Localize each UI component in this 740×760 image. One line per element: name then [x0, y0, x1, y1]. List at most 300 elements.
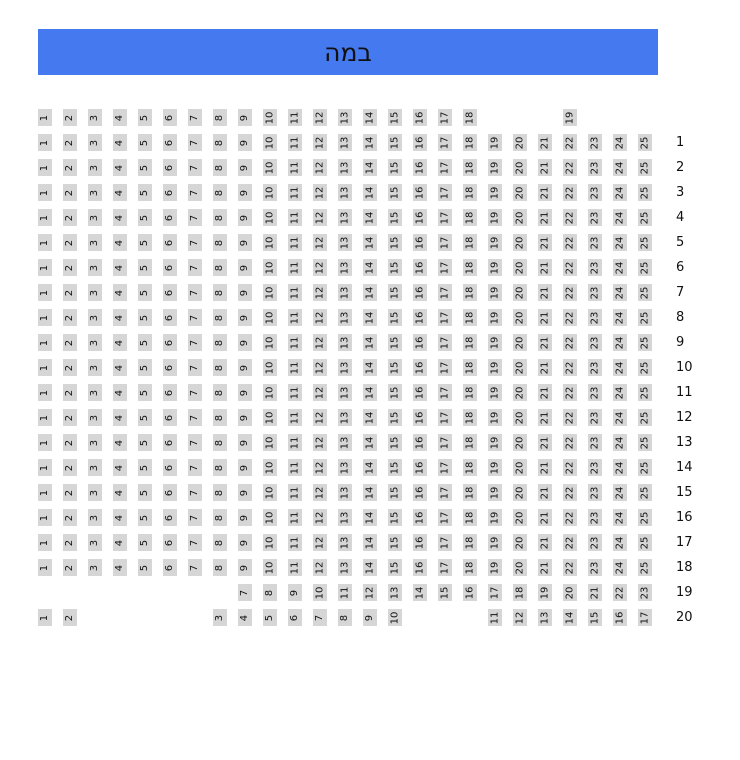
seat[interactable] — [313, 109, 327, 126]
seat[interactable] — [313, 359, 327, 376]
seat[interactable] — [113, 459, 127, 476]
seat[interactable] — [313, 184, 327, 201]
seat[interactable] — [363, 234, 377, 251]
seat[interactable] — [238, 284, 252, 301]
seat[interactable] — [413, 409, 427, 426]
seat[interactable] — [263, 509, 277, 526]
seat[interactable] — [138, 134, 152, 151]
seat[interactable] — [338, 509, 352, 526]
seat[interactable] — [488, 209, 502, 226]
seat[interactable] — [563, 159, 577, 176]
seat[interactable] — [338, 334, 352, 351]
seat[interactable] — [238, 384, 252, 401]
seat[interactable] — [138, 159, 152, 176]
seat[interactable] — [263, 234, 277, 251]
seat[interactable] — [288, 334, 302, 351]
seat[interactable] — [588, 459, 602, 476]
seat[interactable] — [613, 309, 627, 326]
seat[interactable] — [288, 484, 302, 501]
seat[interactable] — [438, 284, 452, 301]
seat[interactable] — [213, 484, 227, 501]
seat[interactable] — [163, 384, 177, 401]
seat[interactable] — [363, 134, 377, 151]
seat[interactable] — [413, 584, 427, 601]
seat[interactable] — [463, 534, 477, 551]
seat[interactable] — [438, 509, 452, 526]
seat[interactable] — [63, 184, 77, 201]
seat[interactable] — [538, 184, 552, 201]
seat[interactable] — [288, 459, 302, 476]
seat[interactable] — [463, 409, 477, 426]
seat[interactable] — [138, 259, 152, 276]
seat[interactable] — [513, 484, 527, 501]
seat[interactable] — [563, 134, 577, 151]
seat[interactable] — [88, 359, 102, 376]
seat[interactable] — [638, 309, 652, 326]
seat[interactable] — [338, 184, 352, 201]
seat[interactable] — [613, 259, 627, 276]
seat[interactable] — [188, 234, 202, 251]
seat[interactable] — [488, 559, 502, 576]
seat[interactable] — [513, 609, 527, 626]
seat[interactable] — [388, 409, 402, 426]
seat[interactable] — [613, 184, 627, 201]
seat[interactable] — [263, 484, 277, 501]
seat[interactable] — [238, 109, 252, 126]
seat[interactable] — [613, 284, 627, 301]
seat[interactable] — [313, 259, 327, 276]
seat[interactable] — [38, 384, 52, 401]
seat[interactable] — [463, 159, 477, 176]
seat[interactable] — [113, 159, 127, 176]
seat[interactable] — [313, 159, 327, 176]
seat[interactable] — [88, 159, 102, 176]
seat[interactable] — [613, 384, 627, 401]
seat[interactable] — [538, 159, 552, 176]
seat[interactable] — [213, 159, 227, 176]
seat[interactable] — [488, 609, 502, 626]
seat[interactable] — [288, 509, 302, 526]
seat[interactable] — [513, 134, 527, 151]
seat[interactable] — [613, 409, 627, 426]
seat[interactable] — [563, 384, 577, 401]
seat[interactable] — [613, 234, 627, 251]
seat[interactable] — [288, 359, 302, 376]
seat[interactable] — [388, 484, 402, 501]
seat[interactable] — [188, 109, 202, 126]
seat[interactable] — [388, 284, 402, 301]
seat[interactable] — [563, 609, 577, 626]
seat[interactable] — [388, 609, 402, 626]
seat[interactable] — [213, 609, 227, 626]
seat[interactable] — [488, 134, 502, 151]
seat[interactable] — [363, 309, 377, 326]
seat[interactable] — [38, 184, 52, 201]
seat[interactable] — [238, 459, 252, 476]
seat[interactable] — [188, 484, 202, 501]
seat[interactable] — [363, 609, 377, 626]
seat[interactable] — [538, 309, 552, 326]
seat[interactable] — [288, 284, 302, 301]
seat[interactable] — [413, 434, 427, 451]
seat[interactable] — [238, 509, 252, 526]
seat[interactable] — [113, 209, 127, 226]
seat[interactable] — [288, 159, 302, 176]
seat[interactable] — [463, 359, 477, 376]
seat[interactable] — [288, 259, 302, 276]
seat[interactable] — [588, 559, 602, 576]
seat[interactable] — [138, 484, 152, 501]
seat[interactable] — [238, 334, 252, 351]
seat[interactable] — [288, 609, 302, 626]
seat[interactable] — [38, 609, 52, 626]
seat[interactable] — [338, 384, 352, 401]
seat[interactable] — [188, 334, 202, 351]
seat[interactable] — [438, 359, 452, 376]
seat[interactable] — [438, 384, 452, 401]
seat[interactable] — [38, 559, 52, 576]
seat[interactable] — [538, 209, 552, 226]
seat[interactable] — [488, 459, 502, 476]
seat[interactable] — [238, 409, 252, 426]
seat[interactable] — [188, 534, 202, 551]
seat[interactable] — [363, 459, 377, 476]
seat[interactable] — [188, 309, 202, 326]
seat[interactable] — [413, 459, 427, 476]
seat[interactable] — [363, 284, 377, 301]
seat[interactable] — [213, 234, 227, 251]
seat[interactable] — [513, 184, 527, 201]
seat[interactable] — [413, 234, 427, 251]
seat[interactable] — [488, 184, 502, 201]
seat[interactable] — [63, 534, 77, 551]
seat[interactable] — [213, 284, 227, 301]
seat[interactable] — [363, 484, 377, 501]
seat[interactable] — [438, 184, 452, 201]
seat[interactable] — [363, 184, 377, 201]
seat[interactable] — [288, 584, 302, 601]
seat[interactable] — [338, 609, 352, 626]
seat[interactable] — [613, 134, 627, 151]
seat[interactable] — [638, 459, 652, 476]
seat[interactable] — [413, 359, 427, 376]
seat[interactable] — [38, 359, 52, 376]
seat[interactable] — [613, 559, 627, 576]
seat[interactable] — [163, 409, 177, 426]
seat[interactable] — [638, 134, 652, 151]
seat[interactable] — [388, 234, 402, 251]
seat[interactable] — [238, 209, 252, 226]
seat[interactable] — [238, 309, 252, 326]
seat[interactable] — [438, 484, 452, 501]
seat[interactable] — [63, 484, 77, 501]
seat[interactable] — [413, 209, 427, 226]
seat[interactable] — [163, 434, 177, 451]
seat[interactable] — [188, 409, 202, 426]
seat[interactable] — [38, 234, 52, 251]
seat[interactable] — [38, 284, 52, 301]
seat[interactable] — [488, 309, 502, 326]
seat[interactable] — [638, 434, 652, 451]
seat[interactable] — [213, 259, 227, 276]
seat[interactable] — [263, 209, 277, 226]
seat[interactable] — [538, 484, 552, 501]
seat[interactable] — [438, 434, 452, 451]
seat[interactable] — [63, 284, 77, 301]
seat[interactable] — [338, 109, 352, 126]
seat[interactable] — [88, 134, 102, 151]
seat[interactable] — [113, 434, 127, 451]
seat[interactable] — [38, 509, 52, 526]
seat[interactable] — [338, 484, 352, 501]
seat[interactable] — [463, 434, 477, 451]
seat[interactable] — [388, 559, 402, 576]
seat[interactable] — [188, 434, 202, 451]
seat[interactable] — [138, 209, 152, 226]
seat[interactable] — [638, 559, 652, 576]
seat[interactable] — [438, 534, 452, 551]
seat[interactable] — [538, 409, 552, 426]
seat[interactable] — [363, 259, 377, 276]
seat[interactable] — [163, 209, 177, 226]
seat[interactable] — [488, 584, 502, 601]
seat[interactable] — [413, 109, 427, 126]
seat[interactable] — [313, 234, 327, 251]
seat[interactable] — [588, 509, 602, 526]
seat[interactable] — [488, 284, 502, 301]
seat[interactable] — [338, 159, 352, 176]
seat[interactable] — [588, 284, 602, 301]
seat[interactable] — [388, 309, 402, 326]
seat[interactable] — [113, 309, 127, 326]
seat[interactable] — [588, 609, 602, 626]
seat[interactable] — [538, 534, 552, 551]
seat[interactable] — [263, 134, 277, 151]
seat[interactable] — [288, 109, 302, 126]
seat[interactable] — [63, 134, 77, 151]
seat[interactable] — [513, 384, 527, 401]
seat[interactable] — [613, 434, 627, 451]
seat[interactable] — [613, 509, 627, 526]
seat[interactable] — [313, 409, 327, 426]
seat[interactable] — [488, 409, 502, 426]
seat[interactable] — [188, 134, 202, 151]
seat[interactable] — [563, 584, 577, 601]
seat[interactable] — [63, 359, 77, 376]
seat[interactable] — [463, 559, 477, 576]
seat[interactable] — [138, 334, 152, 351]
seat[interactable] — [113, 559, 127, 576]
seat[interactable] — [388, 584, 402, 601]
seat[interactable] — [488, 334, 502, 351]
seat[interactable] — [588, 484, 602, 501]
seat[interactable] — [63, 459, 77, 476]
seat[interactable] — [313, 284, 327, 301]
seat[interactable] — [38, 484, 52, 501]
seat[interactable] — [413, 184, 427, 201]
seat[interactable] — [438, 334, 452, 351]
seat[interactable] — [438, 309, 452, 326]
seat[interactable] — [388, 359, 402, 376]
seat[interactable] — [213, 384, 227, 401]
seat[interactable] — [463, 259, 477, 276]
seat[interactable] — [288, 234, 302, 251]
seat[interactable] — [188, 284, 202, 301]
seat[interactable] — [263, 109, 277, 126]
seat[interactable] — [338, 459, 352, 476]
seat[interactable] — [63, 159, 77, 176]
seat[interactable] — [288, 384, 302, 401]
seat[interactable] — [338, 584, 352, 601]
seat[interactable] — [288, 184, 302, 201]
seat[interactable] — [238, 534, 252, 551]
seat[interactable] — [363, 334, 377, 351]
seat[interactable] — [613, 484, 627, 501]
seat[interactable] — [188, 259, 202, 276]
seat[interactable] — [113, 259, 127, 276]
seat[interactable] — [438, 234, 452, 251]
seat[interactable] — [388, 159, 402, 176]
seat[interactable] — [538, 459, 552, 476]
seat[interactable] — [63, 309, 77, 326]
seat[interactable] — [88, 559, 102, 576]
seat[interactable] — [188, 459, 202, 476]
seat[interactable] — [163, 309, 177, 326]
seat[interactable] — [563, 409, 577, 426]
seat[interactable] — [638, 259, 652, 276]
seat[interactable] — [313, 209, 327, 226]
seat[interactable] — [163, 259, 177, 276]
seat[interactable] — [388, 434, 402, 451]
seat[interactable] — [238, 359, 252, 376]
seat[interactable] — [213, 559, 227, 576]
seat[interactable] — [313, 384, 327, 401]
seat[interactable] — [388, 334, 402, 351]
seat[interactable] — [263, 334, 277, 351]
seat[interactable] — [338, 284, 352, 301]
seat[interactable] — [638, 359, 652, 376]
seat[interactable] — [588, 534, 602, 551]
seat[interactable] — [463, 184, 477, 201]
seat[interactable] — [363, 584, 377, 601]
seat[interactable] — [238, 234, 252, 251]
seat[interactable] — [463, 234, 477, 251]
seat[interactable] — [88, 409, 102, 426]
seat[interactable] — [538, 334, 552, 351]
seat[interactable] — [313, 609, 327, 626]
seat[interactable] — [563, 334, 577, 351]
seat[interactable] — [188, 159, 202, 176]
seat[interactable] — [88, 284, 102, 301]
seat[interactable] — [213, 109, 227, 126]
seat[interactable] — [138, 459, 152, 476]
seat[interactable] — [413, 559, 427, 576]
seat[interactable] — [88, 334, 102, 351]
seat[interactable] — [238, 134, 252, 151]
seat[interactable] — [138, 284, 152, 301]
seat[interactable] — [413, 259, 427, 276]
seat[interactable] — [563, 559, 577, 576]
seat[interactable] — [63, 384, 77, 401]
seat[interactable] — [188, 509, 202, 526]
seat[interactable] — [638, 184, 652, 201]
seat[interactable] — [38, 459, 52, 476]
seat[interactable] — [338, 309, 352, 326]
seat[interactable] — [238, 184, 252, 201]
seat[interactable] — [413, 484, 427, 501]
seat[interactable] — [613, 584, 627, 601]
seat[interactable] — [338, 234, 352, 251]
seat[interactable] — [213, 409, 227, 426]
seat[interactable] — [388, 259, 402, 276]
seat[interactable] — [363, 509, 377, 526]
seat[interactable] — [538, 509, 552, 526]
seat[interactable] — [38, 409, 52, 426]
seat[interactable] — [63, 209, 77, 226]
seat[interactable] — [338, 434, 352, 451]
seat[interactable] — [288, 534, 302, 551]
seat[interactable] — [113, 384, 127, 401]
seat[interactable] — [363, 159, 377, 176]
seat[interactable] — [363, 534, 377, 551]
seat[interactable] — [313, 559, 327, 576]
seat[interactable] — [163, 534, 177, 551]
seat[interactable] — [338, 134, 352, 151]
seat[interactable] — [263, 384, 277, 401]
seat[interactable] — [213, 359, 227, 376]
seat[interactable] — [638, 234, 652, 251]
seat[interactable] — [588, 334, 602, 351]
seat[interactable] — [113, 284, 127, 301]
seat[interactable] — [63, 609, 77, 626]
seat[interactable] — [388, 209, 402, 226]
seat[interactable] — [88, 484, 102, 501]
seat[interactable] — [613, 359, 627, 376]
seat[interactable] — [563, 359, 577, 376]
seat[interactable] — [188, 559, 202, 576]
seat[interactable] — [138, 559, 152, 576]
seat[interactable] — [88, 534, 102, 551]
seat[interactable] — [513, 284, 527, 301]
seat[interactable] — [263, 259, 277, 276]
seat[interactable] — [438, 109, 452, 126]
seat[interactable] — [638, 409, 652, 426]
seat[interactable] — [163, 484, 177, 501]
seat[interactable] — [638, 284, 652, 301]
seat[interactable] — [238, 559, 252, 576]
seat[interactable] — [188, 359, 202, 376]
seat[interactable] — [613, 334, 627, 351]
seat[interactable] — [213, 134, 227, 151]
seat[interactable] — [138, 534, 152, 551]
seat[interactable] — [388, 134, 402, 151]
seat[interactable] — [38, 134, 52, 151]
seat[interactable] — [113, 509, 127, 526]
seat[interactable] — [563, 434, 577, 451]
seat[interactable] — [538, 434, 552, 451]
seat[interactable] — [513, 559, 527, 576]
seat[interactable] — [288, 409, 302, 426]
seat[interactable] — [88, 434, 102, 451]
seat[interactable] — [63, 334, 77, 351]
seat[interactable] — [313, 459, 327, 476]
seat[interactable] — [563, 534, 577, 551]
seat[interactable] — [463, 459, 477, 476]
seat[interactable] — [388, 534, 402, 551]
seat[interactable] — [563, 284, 577, 301]
seat[interactable] — [138, 409, 152, 426]
seat[interactable] — [413, 309, 427, 326]
